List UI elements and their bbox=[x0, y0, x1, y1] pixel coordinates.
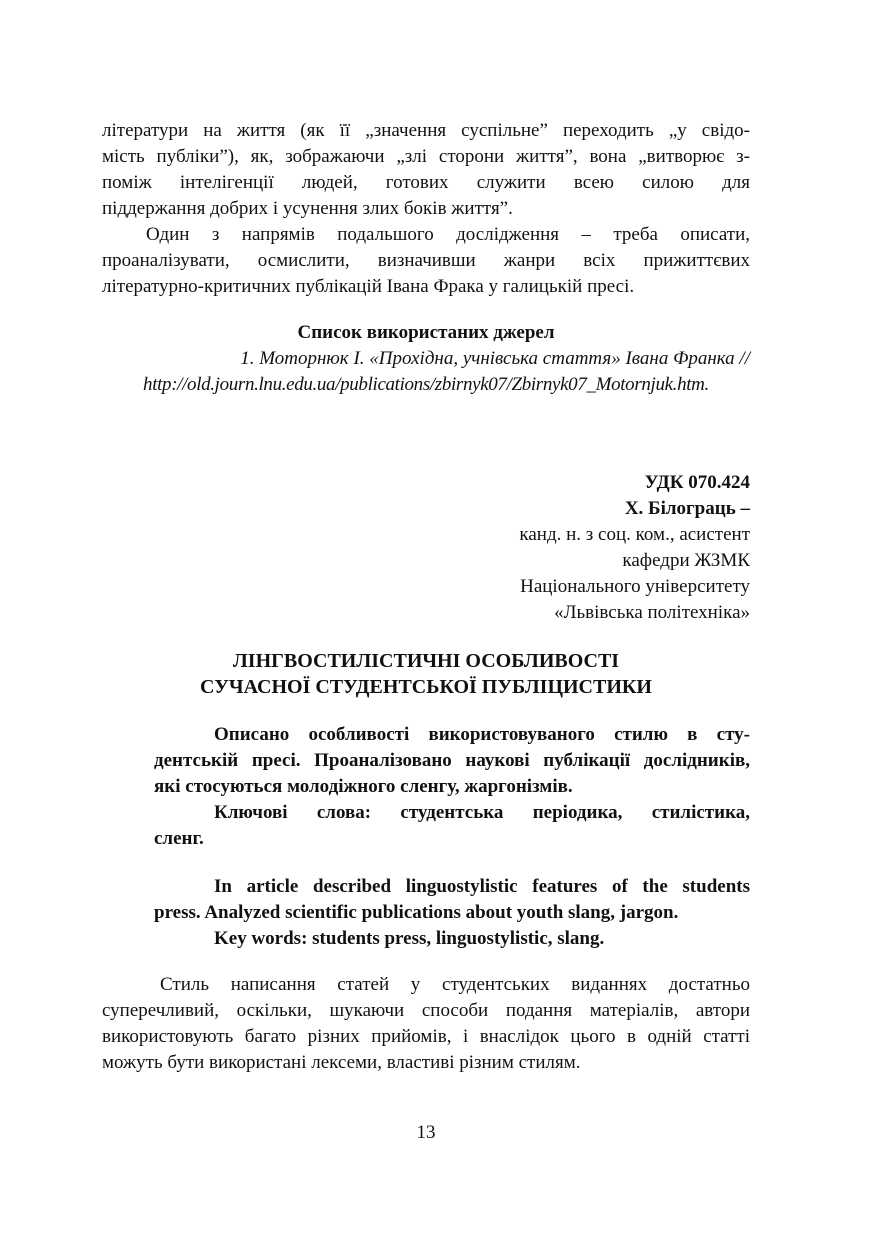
references-heading: Список використаних джерел bbox=[297, 322, 555, 343]
abstract-uk-line-2: дентській пресі. Проаналізовано наукові публікації дослідників, bbox=[154, 750, 750, 771]
reference-item-line-2: http://old.journ.lnu.edu.ua/publications/zbirnyk07/Zbirnyk07_Motornjuk.htm. bbox=[143, 374, 709, 395]
body-line-4: можуть бути використані лексеми, властиві різним стилям. bbox=[102, 1052, 581, 1073]
keywords-uk-line-1: Ключові слова: студентська періодика, стилістика, bbox=[214, 802, 750, 823]
abstract-en-line-2: press. Analyzed scientific publications about youth slang, jargon. bbox=[154, 902, 679, 923]
body-line-3: використовують багато різних прийомів, і внаслідок цього в одній статті bbox=[102, 1026, 750, 1047]
page-number: 13 bbox=[416, 1122, 436, 1143]
research-line-1: Один з напрямів подальшого дослідження – треба описати, bbox=[146, 224, 750, 245]
intro-line-3: поміж інтелігенції людей, готових служити всею силою для bbox=[102, 172, 750, 193]
body-line-1: Стиль написання статей у студентських виданнях достатньо bbox=[160, 974, 750, 995]
abstract-uk-line-1: Описано особливості використовуваного стилю в сту- bbox=[214, 724, 750, 745]
intro-line-4: піддержання добрих і усунення злих боків життя”. bbox=[102, 198, 513, 219]
affiliation-line-2: кафедри ЖЗМК bbox=[622, 550, 750, 571]
article-title-line-1: ЛІНГВОСТИЛІСТИЧНІ ОСОБЛИВОСТІ bbox=[232, 650, 620, 672]
reference-item-line-1: 1. Моторнюк І. «Прохідна, учнівська стаття» Івана Франка // bbox=[240, 348, 750, 369]
abstract-uk-line-3: які стосуються молодіжного сленгу, жаргонізмів. bbox=[154, 776, 573, 797]
keywords-en: Key words: students press, linguostylistic, slang. bbox=[214, 928, 605, 949]
abstract-en-line-1: In article described linguostylistic features of the students bbox=[214, 876, 750, 897]
keywords-uk-line-2: сленг. bbox=[154, 828, 204, 849]
intro-line-2: мість публіки”), як, зображаючи „злі сторони життя”, вона „витворює з- bbox=[102, 146, 750, 167]
intro-line-1: літератури на життя (як її „значення суспільне” переходить „у свідо- bbox=[102, 120, 750, 141]
research-line-2: проаналізувати, осмислити, визначивши жанри всіх прижиттєвих bbox=[102, 250, 750, 271]
affiliation-line-3: Національного університету bbox=[520, 576, 750, 597]
article-title-line-2: СУЧАСНОЇ СТУДЕНТСЬКОЇ ПУБЛІЦИСТИКИ bbox=[200, 676, 652, 698]
author-name: Х. Білограць – bbox=[624, 498, 750, 519]
affiliation-line-1: канд. н. з соц. ком., асистент bbox=[519, 524, 750, 545]
affiliation-line-4: «Львівська політехніка» bbox=[554, 602, 750, 623]
udc-code: УДК 070.424 bbox=[644, 472, 750, 493]
body-line-2: суперечливий, оскільки, шукаючи способи подання матеріалів, автори bbox=[102, 1000, 750, 1021]
research-line-3: літературно-критичних публікацій Івана Фрака у галицькій пресі. bbox=[102, 276, 635, 297]
